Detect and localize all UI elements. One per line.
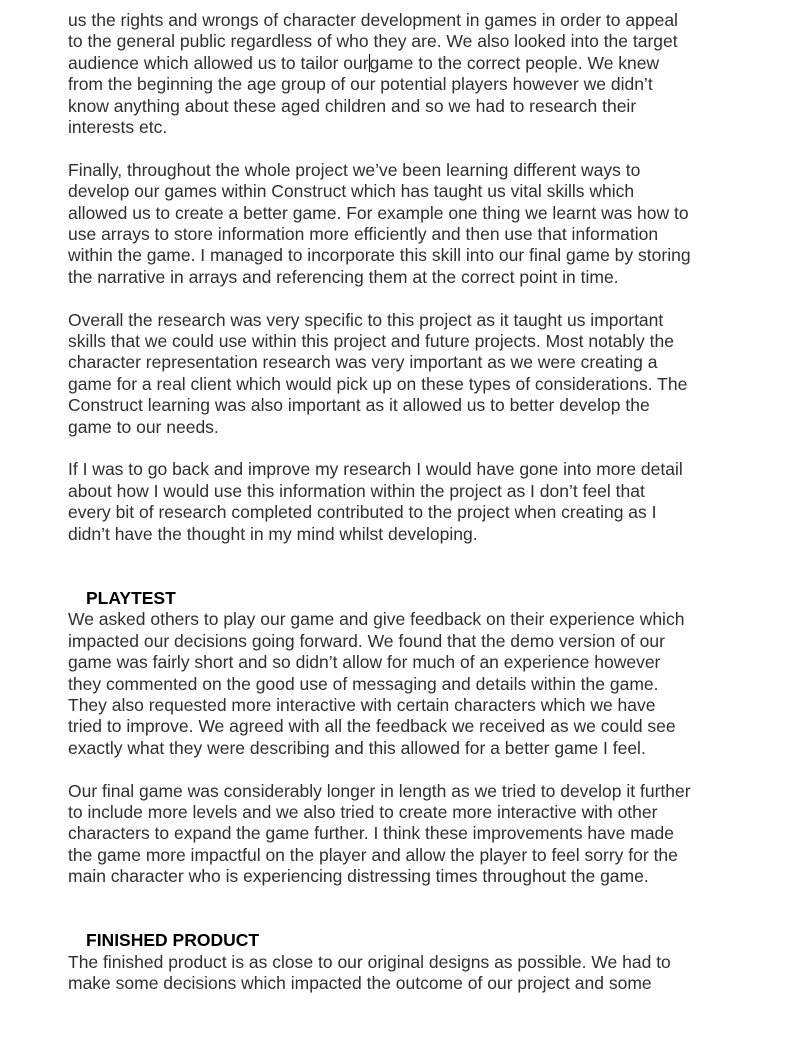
paragraph-construct-skills — [68, 160, 738, 288]
paragraph-final-game — [68, 781, 738, 888]
text-line: The finished product is as close to our original designs as possible. We had to — [68, 951, 671, 972]
text-line: game for a real client which would pick up on these types of considerations. The — [68, 373, 688, 394]
section-spacer — [68, 545, 738, 588]
text-line: skills that we could use within this project and future projects. Most notably the — [68, 331, 674, 352]
paragraph-finished-product — [68, 952, 738, 995]
text-fragment: audience which allowed us to tailor our — [68, 52, 369, 73]
text-line: know anything about these aged children and so we had to research their — [68, 95, 637, 116]
paragraph-spacer — [68, 438, 738, 459]
text-line: us the rights and wrongs of character development in games in order to appeal — [68, 10, 678, 30]
text-line: Overall the research was very specific to this project as it taught us important — [68, 309, 664, 330]
heading-finished-product: FINISHED PRODUCT — [86, 930, 260, 951]
text-line: allowed us to create a better game. For example one thing we learnt was how to — [68, 202, 689, 223]
text-line: every bit of research completed contributed to the project when creating as I — [68, 502, 657, 523]
text-line: develop our games within Construct which has taught us vital skills which — [68, 181, 635, 202]
text-line: within the game. I managed to incorporate this skill into our final game by storing — [68, 245, 691, 266]
text-line: main character who is experiencing distressing times throughout the game. — [68, 866, 649, 887]
text-line: impacted our decisions going forward. We found that the demo version of our — [68, 630, 665, 651]
text-line: If I was to go back and improve my research I would have gone into more detail — [68, 459, 683, 480]
text-line: didn’t have the thought in my mind whilst developing. — [68, 523, 478, 544]
text-line: to the general public regardless of who they are. We also looked into the target — [68, 31, 678, 52]
text-line: We asked others to play our game and give feedback on their experience which — [68, 609, 685, 630]
text-line: game was fairly short and so didn’t allow for much of an experience however — [68, 652, 661, 673]
text-line: the game more impactful on the player and allow the player to feel sorry for the — [68, 844, 678, 865]
text-line: Our final game was considerably longer in length as we tried to develop it further — [68, 780, 691, 801]
text-line: about how I would use this information within the project as I don’t feel that — [68, 480, 645, 501]
text-line: They also requested more interactive with certain characters which we have — [68, 694, 656, 715]
paragraph-overall-research — [68, 310, 738, 438]
section-spacer — [68, 888, 738, 931]
text-line: the narrative in arrays and referencing them at the correct point in time. — [68, 266, 619, 287]
text-line: use arrays to store information more efficiently and then use that information — [68, 224, 659, 245]
text-line: from the beginning the age group of our potential players however we didn’t — [68, 74, 653, 95]
paragraph-improve-research — [68, 459, 738, 545]
text-line: to include more levels and we also tried to create more interactive with other — [68, 801, 658, 822]
text-line: Finally, throughout the whole project we’ve been learning different ways to — [68, 159, 641, 180]
paragraph-research-audience — [68, 10, 738, 138]
text-line — [68, 53, 738, 74]
document-page — [68, 10, 738, 995]
text-line: interests etc. — [68, 117, 168, 138]
paragraph-spacer — [68, 138, 738, 159]
paragraph-spacer — [68, 759, 738, 780]
text-line: exactly what they were describing and this allowed for a better game I feel. — [68, 737, 646, 758]
paragraph-playtest-feedback — [68, 609, 738, 759]
text-line: game to our needs. — [68, 416, 219, 437]
text-line: they commented on the good use of messaging and details within the game. — [68, 673, 659, 694]
heading-playtest: PLAYTEST — [86, 587, 176, 608]
paragraph-spacer — [68, 288, 738, 309]
text-line: make some decisions which impacted the outcome of our project and some — [68, 973, 652, 994]
text-line: character representation research was very important as we were creating a — [68, 352, 658, 373]
text-line: characters to expand the game further. I think these improvements have made — [68, 823, 675, 844]
text-line: tried to improve. We agreed with all the feedback we received as we could see — [68, 716, 676, 737]
text-fragment: game to the correct people. We knew — [369, 52, 660, 73]
text-line: Construct learning was also important as it allowed us to better develop the — [68, 395, 650, 416]
